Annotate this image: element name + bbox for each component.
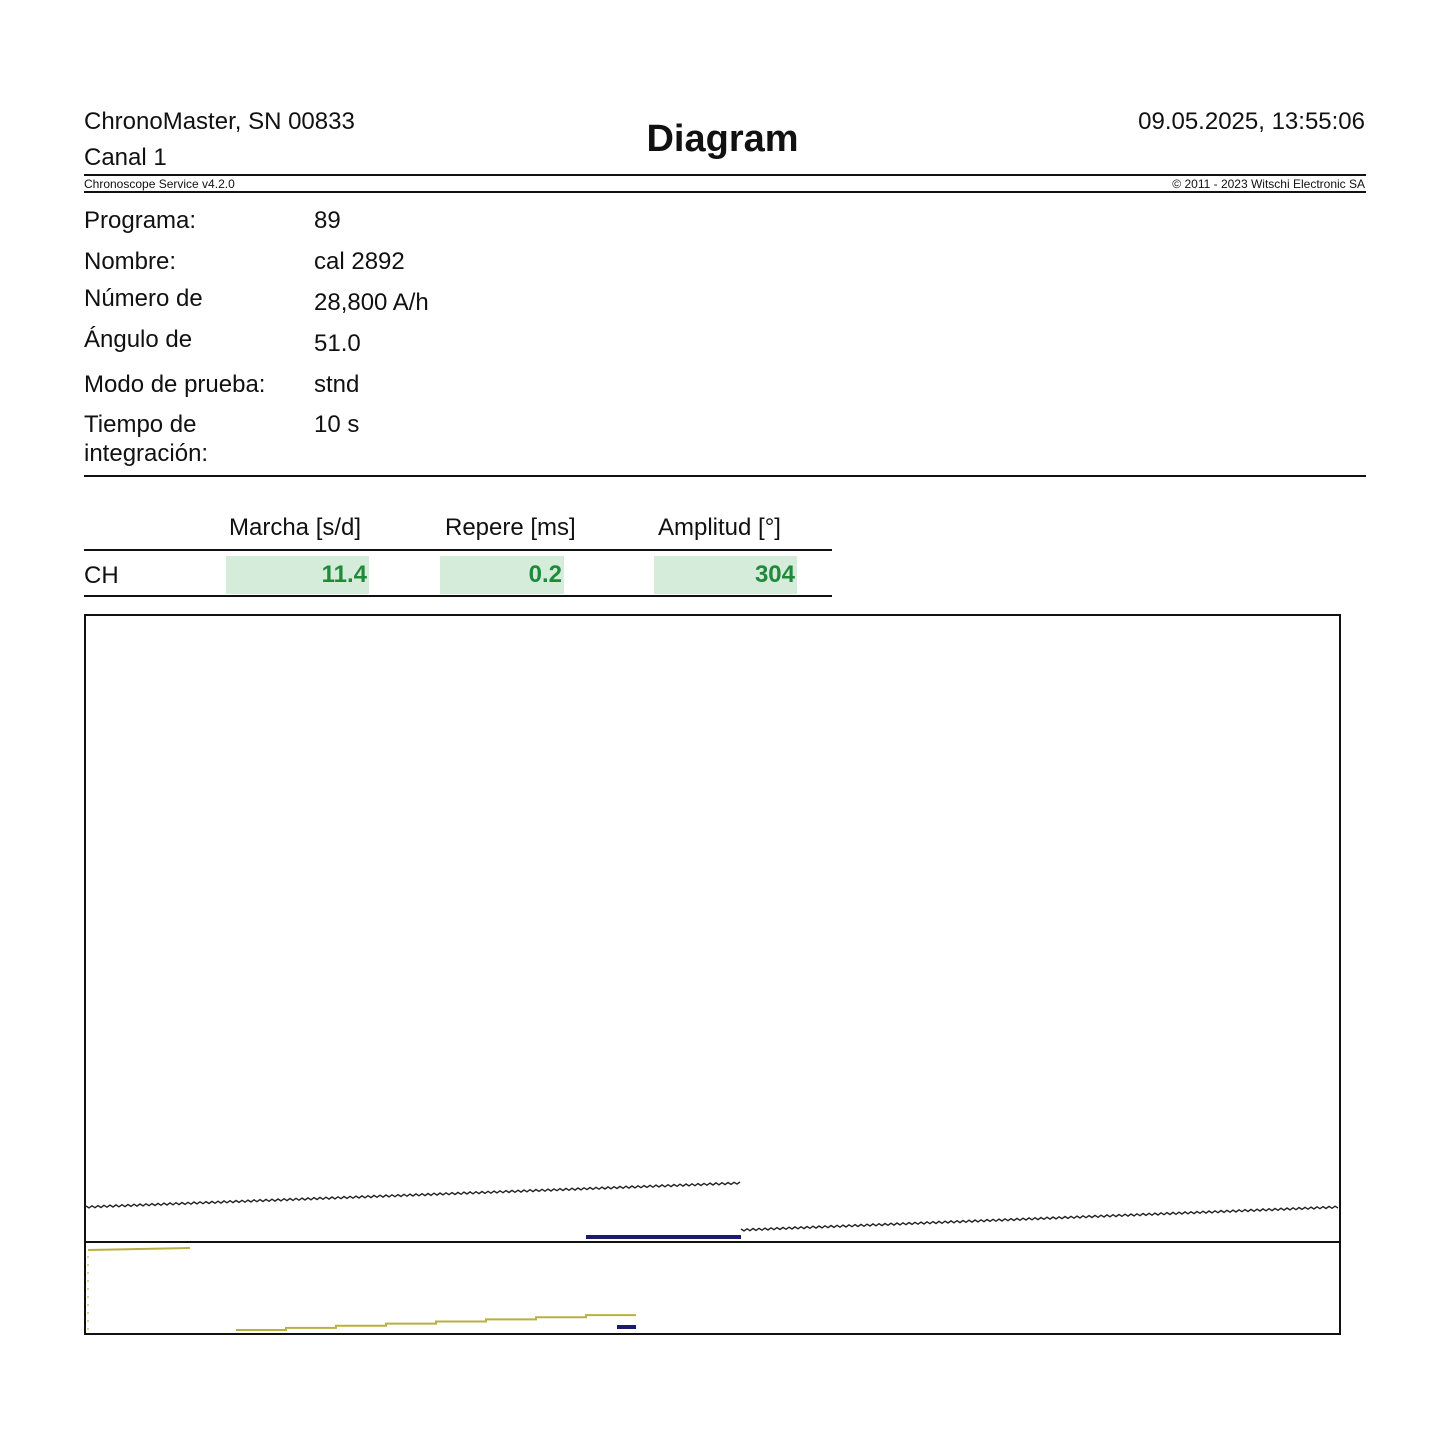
value-marcha: 11.4 [226,556,369,594]
software-version: Chronoscope Service v4.2.0 [84,177,235,191]
info-label-line2: integración: [84,440,209,467]
column-header-marcha: Marcha [s/d] [229,514,362,541]
info-value: 10 s [314,411,360,438]
info-label: Tiempo de [84,411,197,438]
info-value: 89 [314,207,341,234]
info-label: Nombre: [84,248,177,275]
diagram-frame [84,614,1341,1335]
info-value: 51.0 [314,330,361,357]
info-label: Ángulo de [84,326,193,353]
channel-label: Canal 1 [84,144,167,171]
value-amplitud: 304 [654,556,797,594]
info-value: cal 2892 [314,248,405,275]
info-label: Número de [84,285,203,312]
info-value: stnd [314,371,360,398]
info-label: Programa: [84,207,197,234]
info-rule [84,475,1366,477]
header-rule-bottom [84,191,1366,193]
datetime: 09.05.2025, 13:55:06 [1138,108,1365,135]
diagram-plot [86,616,1339,1333]
column-header-amplitud: Amplitud [°] [658,514,781,541]
row-label-ch: CH [84,562,119,589]
column-header-repere: Repere [ms] [445,514,576,541]
page-title: Diagram [646,118,799,160]
value-repere: 0.2 [440,556,564,594]
table-header-rule [84,549,832,551]
info-label: Modo de prueba: [84,371,266,398]
header-rule-top [84,174,1366,176]
info-value: 28,800 A/h [314,289,429,316]
amplitude-trace-segment-1 [88,1248,190,1250]
copyright: © 2011 - 2023 Witschi Electronic SA [1172,177,1365,191]
amplitude-trace-segment-2 [236,1315,636,1330]
rate-trace-segment-2 [741,1206,1338,1231]
rate-trace-segment-1 [86,1182,740,1208]
device-name: ChronoMaster, SN 00833 [84,108,355,135]
table-bottom-rule [84,595,832,597]
